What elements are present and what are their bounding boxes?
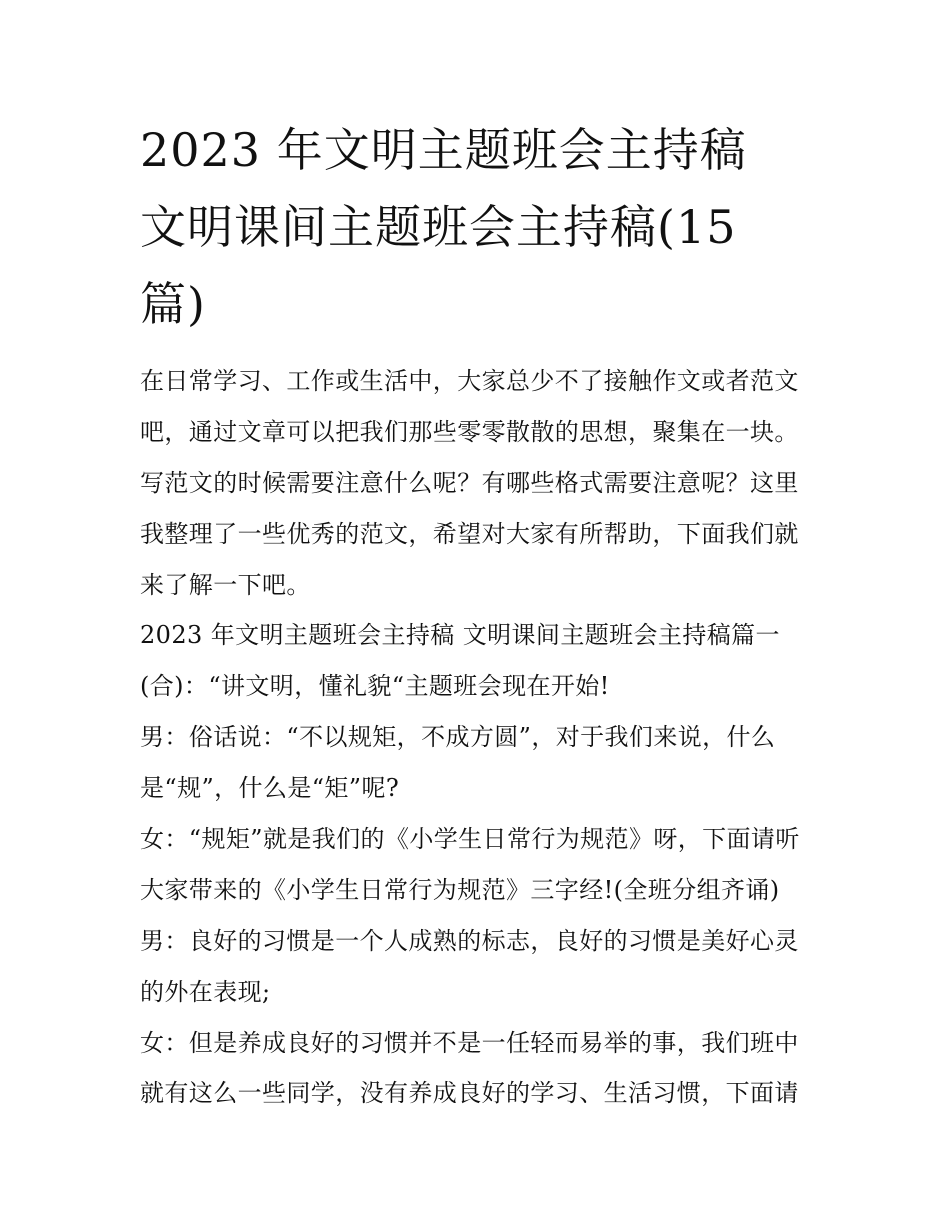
document-body (140, 356, 820, 1119)
body-line: 是“规”，什么是“矩”呢? (140, 774, 400, 803)
body-line: 的外在表现; (140, 977, 271, 1006)
title-line-2: 文明课间主题班会主持稿(15 (140, 200, 737, 254)
body-line: 女：“规矩”就是我们的《小学生日常行为规范》呀，下面请听 (140, 825, 800, 854)
body-line: 大家带来的《小学生日常行为规范》三字经!(全班分组齐诵) (140, 875, 780, 904)
document-title (140, 112, 820, 343)
title-line-1: 2023 年文明主题班会主持稿 (140, 123, 747, 177)
body-line: 吧，通过文章可以把我们那些零零散散的思想，聚集在一块。 (140, 417, 799, 446)
section-heading: 2023 年文明主题班会主持稿 文明课间主题班会主持稿篇一 (140, 621, 780, 650)
title-line-3: 篇) (140, 277, 206, 331)
body-line: 写范文的时候需要注意什么呢？有哪些格式需要注意呢？这里 (140, 468, 799, 497)
body-line: 男：俗话说：“不以规矩，不成方圆”，对于我们来说，什么 (140, 723, 776, 752)
body-line: 我整理了一些优秀的范文，希望对大家有所帮助，下面我们就 (140, 519, 799, 548)
body-line: 女：但是养成良好的习惯并不是一任轻而易举的事，我们班中 (140, 1028, 799, 1057)
body-line: 就有这么一些同学，没有养成良好的学习、生活习惯，下面请 (140, 1079, 799, 1108)
body-line: 来了解一下吧。 (140, 570, 311, 599)
body-line: (合)：“讲文明，懂礼貌“主题班会现在开始! (140, 672, 610, 701)
body-line: 在日常学习、工作或生活中，大家总少不了接触作文或者范文 (140, 367, 799, 395)
body-line: 男：良好的习惯是一个人成熟的标志，良好的习惯是美好心灵 (140, 926, 799, 955)
